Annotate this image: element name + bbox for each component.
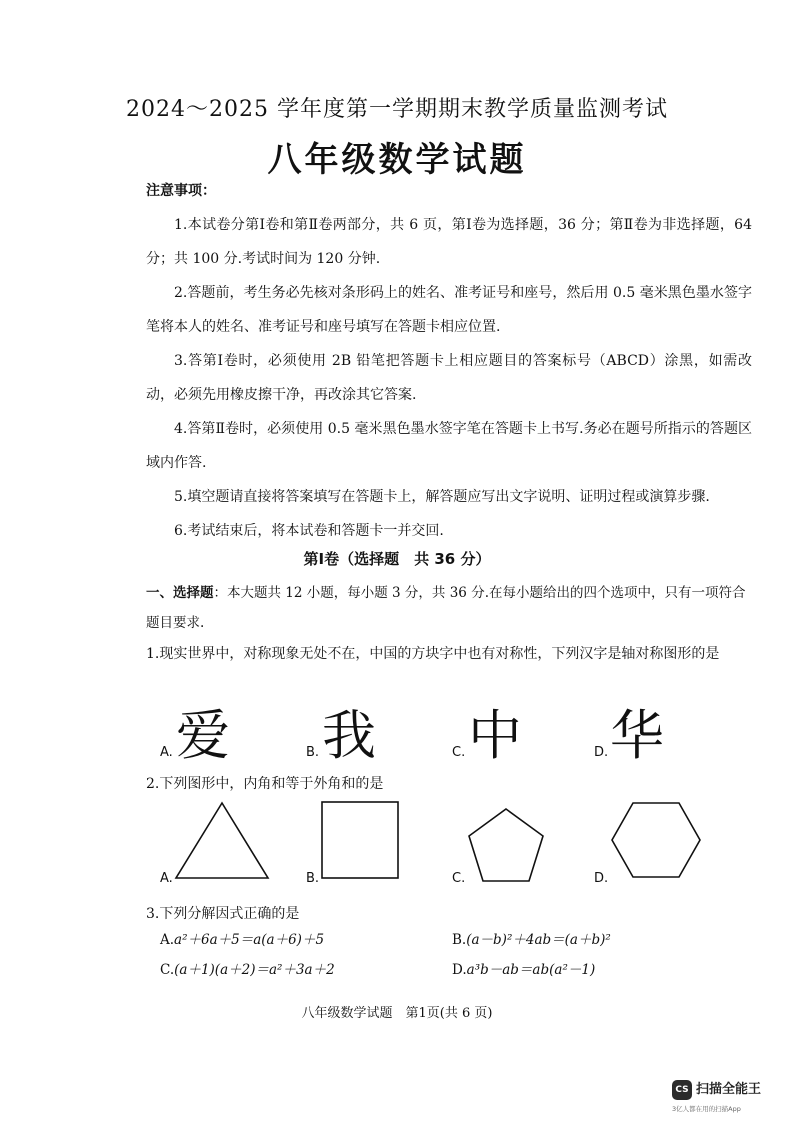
- watermark-name: 扫描全能王: [696, 1082, 762, 1097]
- option-label: C.: [452, 871, 466, 886]
- subject-title: 八年级数学试题: [267, 140, 527, 180]
- question-1-stem: 1.现实世界中，对称现象无处不在，中国的方块字中也有对称性，下列汉字是轴对称图形的是: [146, 646, 720, 662]
- q3-option-a[interactable]: [160, 928, 324, 948]
- notes-heading: 注意事项：: [146, 183, 216, 199]
- q3-option-c[interactable]: [160, 958, 335, 978]
- part-title: 第Ⅰ卷（选择题 共 36 分）: [303, 550, 491, 568]
- option-label: C.: [452, 745, 466, 760]
- triangle-icon: [174, 800, 270, 880]
- camscanner-logo-icon: CS: [672, 1080, 692, 1100]
- option-label: A.: [160, 871, 173, 886]
- section-intro: [146, 578, 752, 638]
- option-label: C.: [160, 962, 175, 978]
- option-label: B.: [306, 745, 320, 760]
- question-2-options: [160, 800, 760, 890]
- option-label: D.: [594, 871, 609, 886]
- option-formula: a²＋6a＋5＝a(a＋6)＋5: [174, 932, 325, 948]
- option-formula: (a＋1)(a＋2)＝a²＋3a＋2: [174, 962, 335, 978]
- option-character: 中: [468, 704, 522, 767]
- option-character: 华: [610, 704, 664, 767]
- q2-option-c[interactable]: [452, 800, 552, 890]
- exam-title: 2024～2025 学年度第一学期期末教学质量监测考试: [126, 97, 668, 122]
- section-label: 一、选择题: [146, 585, 214, 601]
- option-formula: a³b－ab＝ab(a²－1): [466, 962, 596, 978]
- note-item: 4.答第Ⅱ卷时，必须使用 0.5 毫米黑色墨水签字笔在答题卡上书写.务必在题号所指示的答题区域内作答.: [146, 421, 752, 471]
- option-character: 我: [322, 704, 376, 767]
- q2-option-b[interactable]: [306, 800, 406, 890]
- q2-option-a[interactable]: [160, 800, 270, 890]
- option-label: D.: [452, 962, 467, 978]
- page-footer: 八年级数学试题 第1页(共 6 页): [301, 1006, 493, 1021]
- note-item: 6.考试结束后，将本试卷和答题卡一并交回.: [174, 523, 444, 539]
- q2-option-d[interactable]: [594, 800, 704, 890]
- option-character: 爱: [176, 704, 230, 767]
- note-item: 3.答第Ⅰ卷时，必须使用 2B 铅笔把答题卡上相应题目的答案标号（ABCD）涂黑，如需改动，必须先用橡皮擦干净，再改涂其它答案.: [146, 353, 752, 403]
- section-text: ：本大题共 12 小题，每小题 3 分，共 36 分.在每小题给出的四个选项中，只有一项符合题目要求.: [146, 585, 746, 631]
- hexagon-icon: [610, 800, 702, 880]
- option-label: B.: [452, 932, 467, 948]
- notes-list: [146, 208, 752, 548]
- question-1-options: [160, 700, 760, 766]
- question-2-stem: 2.下列图形中，内角和等于外角和的是: [146, 776, 384, 792]
- scanner-watermark: [672, 1078, 780, 1116]
- square-icon: [320, 800, 400, 880]
- option-label: D.: [594, 745, 609, 760]
- note-item: 5.填空题请直接将答案填写在答题卡上，解答题应写出文字说明、证明过程或演算步骤.: [174, 489, 710, 505]
- option-label: A.: [160, 745, 173, 760]
- note-item: 2.答题前，考生务必先核对条形码上的姓名、准考证号和座号，然后用 0.5 毫米黑色墨水签字笔将本人的姓名、准考证号和座号填写在答题卡相应位置.: [146, 285, 752, 335]
- note-item: 1.本试卷分第Ⅰ卷和第Ⅱ卷两部分，共 6 页，第Ⅰ卷为选择题，36 分；第Ⅱ卷为非选择题，64 分；共 100 分.考试时间为 120 分钟.: [146, 217, 752, 267]
- q3-option-b[interactable]: [452, 928, 611, 948]
- question-3-stem: 3.下列分解因式正确的是: [146, 906, 300, 922]
- q3-option-d[interactable]: [452, 958, 595, 978]
- option-formula: (a－b)²＋4ab＝(a＋b)²: [466, 932, 611, 948]
- option-label: B.: [306, 871, 320, 886]
- option-label: A.: [160, 932, 175, 948]
- pentagon-icon: [466, 806, 546, 886]
- watermark-tagline: 3亿人都在用的扫描App: [672, 1105, 741, 1113]
